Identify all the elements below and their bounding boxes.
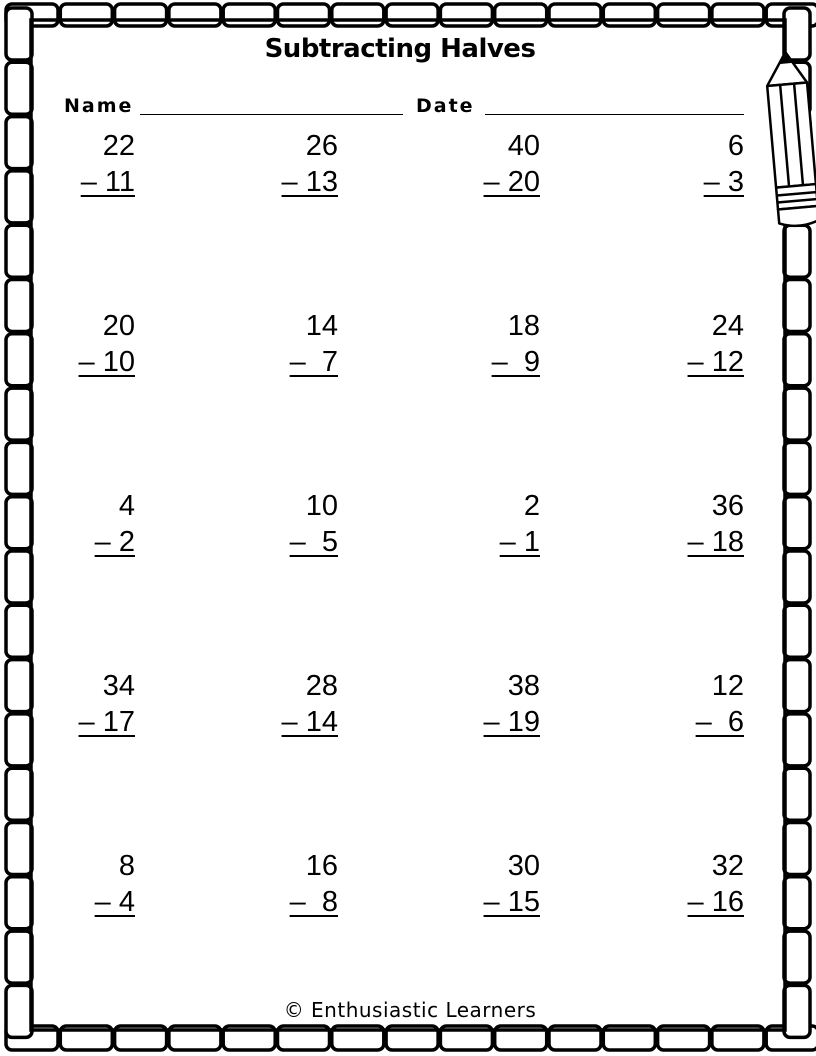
date-label: Date xyxy=(416,95,475,117)
subtrahend: – 20 xyxy=(483,166,540,198)
minuend: 32 xyxy=(711,850,744,882)
subtrahend: – 5 xyxy=(289,526,338,558)
minuend: 12 xyxy=(711,670,744,702)
minuend: 24 xyxy=(711,310,744,342)
subtrahend: – 6 xyxy=(695,706,744,738)
subtrahend: – 19 xyxy=(483,706,540,738)
subtrahend: – 14 xyxy=(281,706,338,738)
name-label: Name xyxy=(64,95,134,117)
minuend: 40 xyxy=(507,130,540,162)
subtrahend: – 15 xyxy=(483,886,540,918)
subtrahend: – 9 xyxy=(491,346,540,378)
subtrahend: – 12 xyxy=(687,346,744,378)
minuend: 14 xyxy=(305,310,338,342)
subtrahend: – 18 xyxy=(687,526,744,558)
subtrahend: – 11 xyxy=(80,166,135,198)
subtrahend: – 8 xyxy=(289,886,338,918)
subtrahend: – 17 xyxy=(78,706,135,738)
subtrahend: – 16 xyxy=(687,886,744,918)
minuend: 26 xyxy=(305,130,338,162)
minuend: 10 xyxy=(305,490,338,522)
minuend: 2 xyxy=(523,490,540,522)
minuend: 18 xyxy=(507,310,540,342)
subtrahend: – 3 xyxy=(703,166,744,198)
minuend: 4 xyxy=(118,490,135,522)
minuend: 38 xyxy=(507,670,540,702)
subtrahend: – 10 xyxy=(78,346,135,378)
minuend: 34 xyxy=(102,670,135,702)
subtrahend: – 13 xyxy=(281,166,338,198)
subtrahend: – 2 xyxy=(94,526,135,558)
minuend: 36 xyxy=(711,490,744,522)
minuend: 30 xyxy=(507,850,540,882)
minuend: 16 xyxy=(305,850,338,882)
page-title: Subtracting Halves xyxy=(264,34,536,64)
minuend: 20 xyxy=(102,310,135,342)
minuend: 8 xyxy=(118,850,135,882)
minuend: 28 xyxy=(305,670,338,702)
subtrahend: – 4 xyxy=(94,886,135,918)
minuend: 6 xyxy=(727,130,744,162)
subtrahend: – 1 xyxy=(499,526,540,558)
copyright-footer: © Enthusiastic Learners xyxy=(283,998,537,1022)
minuend: 22 xyxy=(102,130,135,162)
subtrahend: – 7 xyxy=(289,346,338,378)
